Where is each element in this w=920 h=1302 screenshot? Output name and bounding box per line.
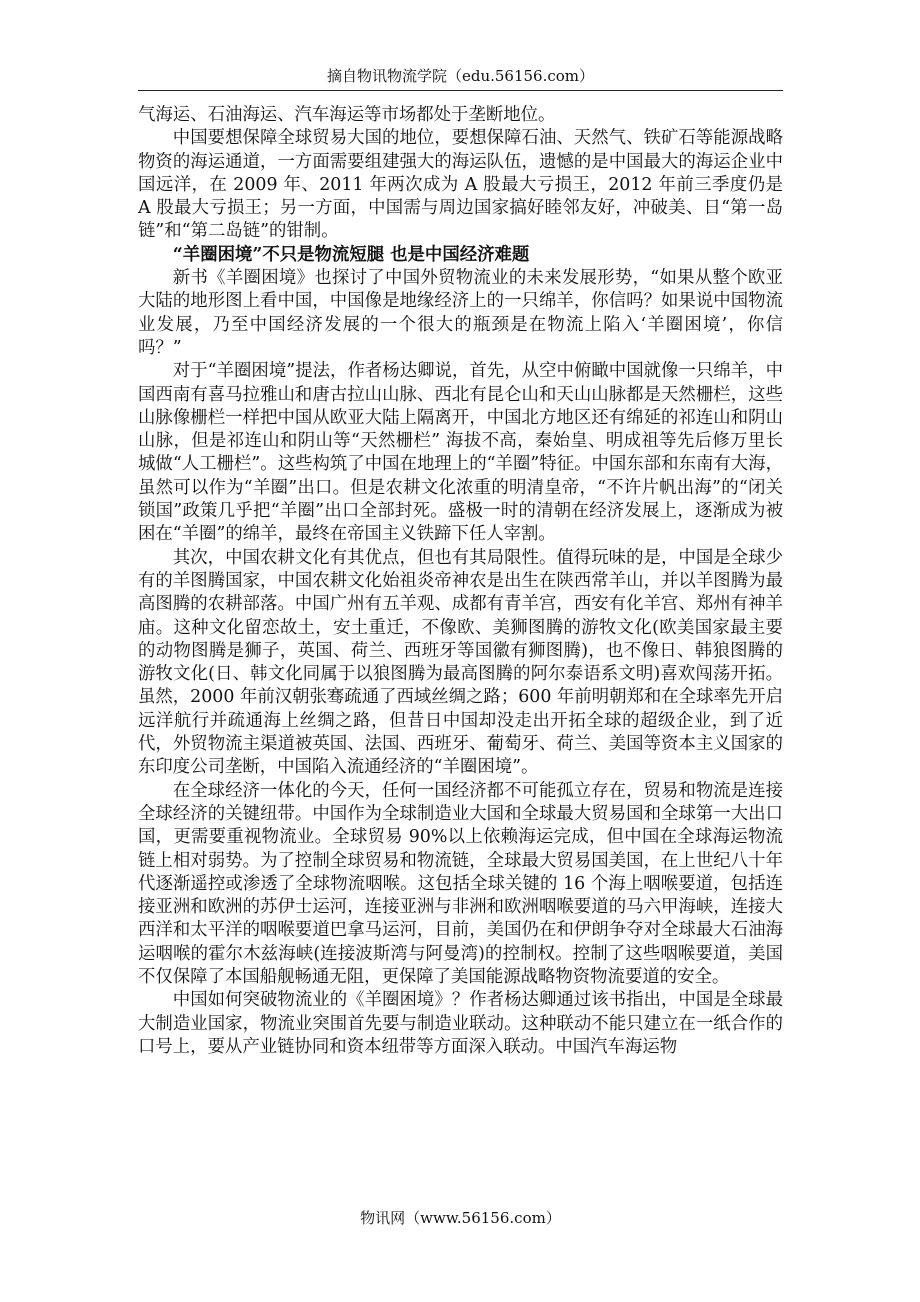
document-body bbox=[138, 104, 783, 1059]
page-header: 摘自物讯物流学院（edu.56156.com） bbox=[326, 67, 595, 85]
paragraph: 在全球经济一体化的今天，任何一国经济都不可能孤立存在，贸易和物流是连接全球经济的关键纽带。中国作为全球制造业大国和全球最大贸易国和全球第一大出口国，更需要重视物流业。全球贸易 90%以上依赖海运完成，但中国在全球海运物流链上相对弱势。为了控制全球贸易和物流链，全球最大贸易国美国，在上世纪八十年代逐渐遥控或渗透了全球物流咽喉。这包括全球关键的 16 个海上咽喉要道，包括连接亚洲和欧洲的苏伊士运河，连接亚洲与非洲和欧洲咽喉要道的马六甲海峡，连接大西洋和太平洋的咽喉要道巴拿马运河，目前，美国仍在和伊朗争夺对全球最大石油海运咽喉的霍尔木兹海峡(连接波斯湾与阿曼湾)的控制权。控制了这些咽喉要道，美国不仅保障了本国船舰畅通无阻，更保障了美国能源战略物资物流要道的安全。 bbox=[138, 780, 783, 987]
page-footer: 物讯网（www.56156.com） bbox=[360, 1209, 561, 1227]
paragraph: 中国如何突破物流业的《羊圈困境》？作者杨达卿通过该书指出，中国是全球最大制造业国家，物流业突围首先要与制造业联动。这种联动不能只建立在一纸合作的口号上，要从产业链协同和资本纽带等方面深入联动。中国汽车海运物 bbox=[138, 990, 783, 1057]
paragraph: 对于“羊圈困境”提法，作者杨达卿说，首先，从空中俯瞰中国就像一只绵羊，中国西南有喜马拉雅山和唐古拉山山脉、西北有昆仑山和天山山脉都是天然栅栏，这些山脉像栅栏一样把中国从欧亚大陆上隔离开，中国北方地区还有绵延的祁连山和阴山山脉，但是祁连山和阴山等“天然栅栏” 海拔不高，秦始皇、明成祖等先后修万里长城做“人工栅栏”。这些构筑了中国在地理上的“羊圈”特征。中国东部和东南有大海，虽然可以作为“羊圈”出口。但是农耕文化浓重的明清皇帝，“不许片帆出海”的“闭关锁国”政策几乎把“羊圈”出口全部封死。盛极一时的清朝在经济发展上，逐渐成为被困在“羊圈”的绵羊，最终在帝国主义铁蹄下任人宰割。 bbox=[138, 361, 783, 545]
paragraph: 中国要想保障全球贸易大国的地位，要想保障石油、天然气、铁矿石等能源战略物资的海运通道，一方面需要组建强大的海运队伍，遗憾的是中国最大的海运企业中国远洋，在 2009 年、2011 年两次成为 A 股最大亏损王，2012 年前三季度仍是 A 股最大亏损王；另一方面，中国需与周边国家搞好睦邻友好，冲破美、日“第一岛链”和“第二岛链”的钳制。 bbox=[138, 128, 783, 242]
section-heading: “羊圈困境”不只是物流短腿 也是中国经济难题 bbox=[172, 244, 530, 265]
paragraph: 新书《羊圈困境》也探讨了中国外贸物流业的未来发展形势，“如果从整个欧亚大陆的地形图上看中国，中国像是地缘经济上的一只绵羊，你信吗？如果说中国物流业发展，乃至中国经济发展的一个很大的瓶颈是在物流上陷入‘羊圈困境’，你信吗？” bbox=[138, 268, 783, 358]
paragraph: 其次，中国农耕文化有其优点，但也有其局限性。值得玩味的是，中国是全球少有的羊图腾国家，中国农耕文化始祖炎帝神农是出生在陕西常羊山，并以羊图腾为最高图腾的农耕部落。中国广州有五羊观、成都有青羊宫，西安有化羊宫、郑州有神羊庙。这种文化留恋故土，安土重迁，不像欧、美狮图腾的游牧文化(欧美国家最主要的动物图腾是狮子，英国、荷兰、西班牙等国徽有狮图腾)，也不像日、韩狼图腾的游牧文化(日、韩文化同属于以狼图腾为最高图腾的阿尔泰语系文明)喜欢闯荡开拓。虽然，2000 年前汉朝张骞疏通了西域丝绸之路；600 年前明朝郑和在全球率先开启远洋航行并疏通海上丝绸之路，但昔日中国却没走出开拓全球的超级企业，到了近代，外贸物流主渠道被英国、法国、西班牙、葡萄牙、荷兰、美国等资本主义国家的东印度公司垄断，中国陷入流通经济的“羊圈困境”。 bbox=[138, 547, 784, 778]
header-divider bbox=[138, 90, 783, 91]
paragraph: 气海运、石油海运、汽车海运等市场都处于垄断地位。 bbox=[138, 105, 556, 125]
